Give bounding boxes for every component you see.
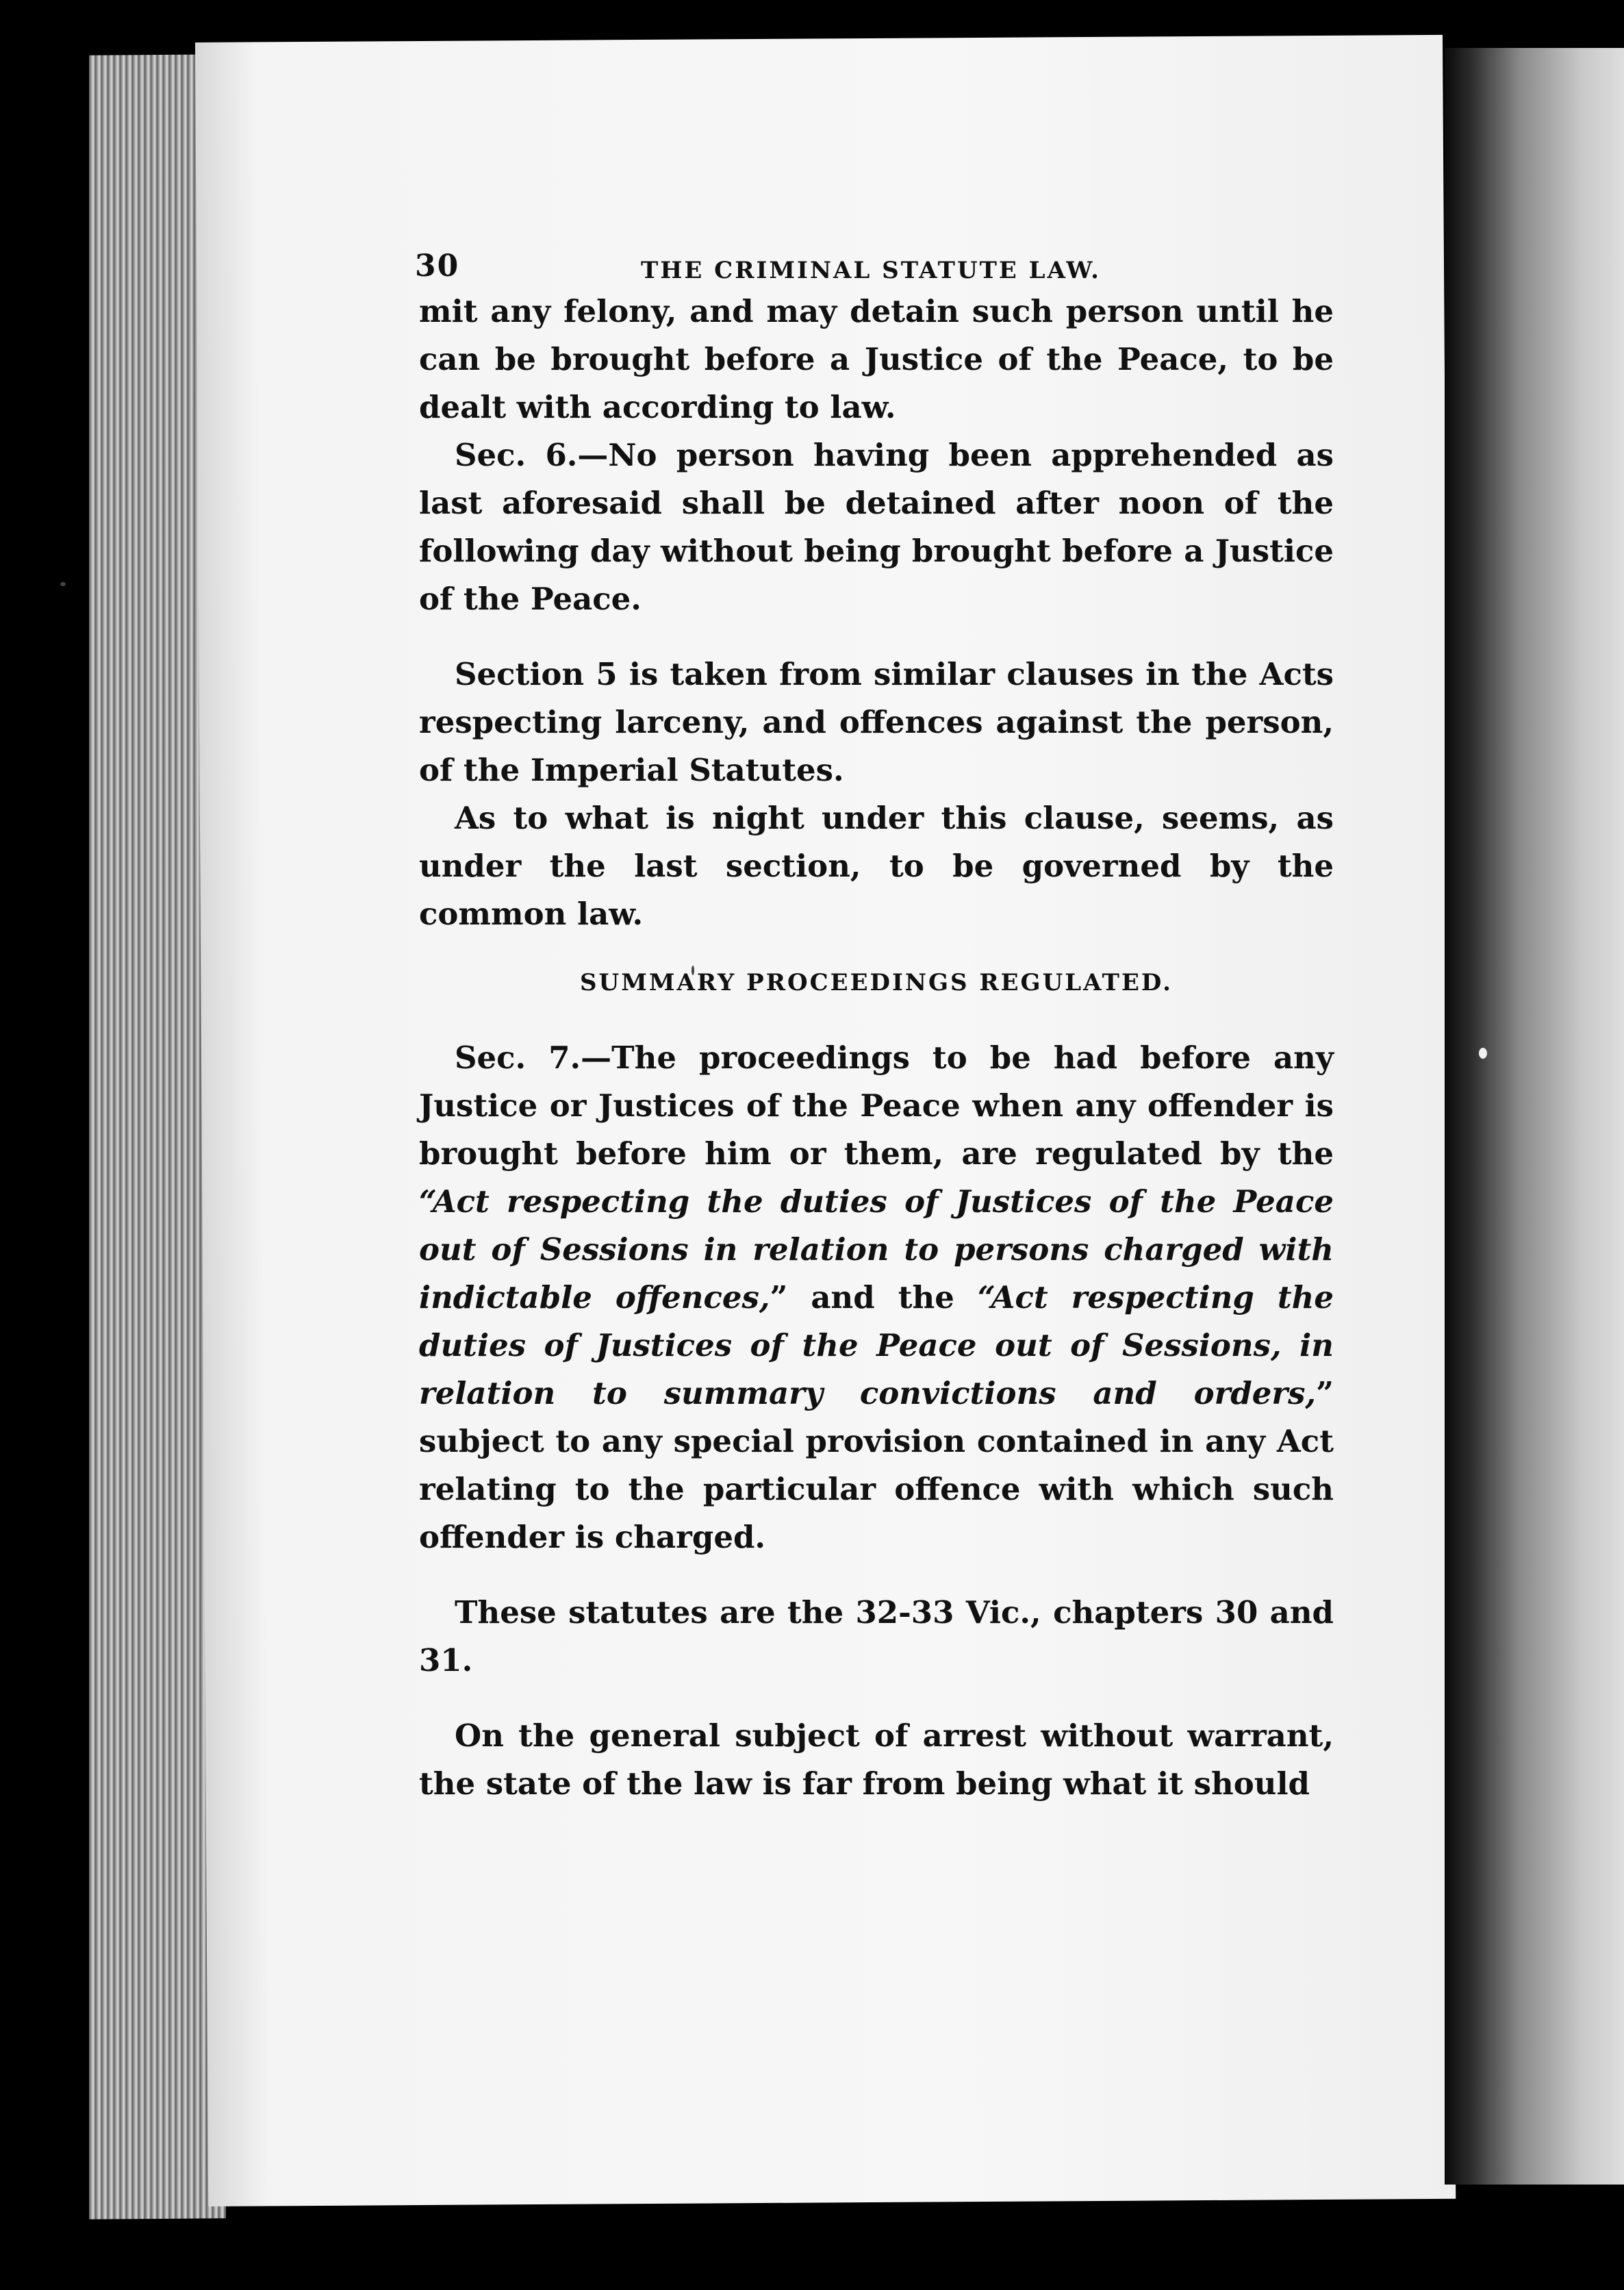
spacer — [419, 1685, 1334, 1712]
sec-7-mid: ” and the — [770, 1279, 978, 1316]
running-title: THE CRIMINAL STATUTE LAW. — [641, 257, 1101, 284]
spacer — [419, 623, 1334, 651]
running-head — [415, 233, 1334, 288]
page-number: 30 — [415, 249, 460, 284]
sec-7-lead: Sec. 7.—The proceedings to be had before any Justice or Justices of the Peace when any offender is brought before him or them, are regulated by the — [419, 1040, 1334, 1172]
section-heading: SUMMARY PROCEEDINGS REGULATED. — [579, 969, 1173, 996]
paragraph-sec-6: Sec. 6.—No person having been apprehended as last aforesaid shall be detained after noon of the following day without being brought before a Justice of the Peace. — [419, 437, 1334, 617]
scan-border — [1445, 0, 1624, 48]
paragraph-section-5-note: Section 5 is taken from similar clauses in the Acts respecting larceny, and offences against the person, of the Imperial Statutes. — [419, 656, 1334, 788]
paragraph-continuation: mit any felony, and may detain such person until he can be brought before a Justice of the Peace, to be dealt with according to law. — [419, 293, 1334, 425]
spacer — [419, 1561, 1334, 1589]
act-title-summary: “Act respecting the duties of Justices of the Peace out of Sessions, in relation to summary convictions and orders, — [419, 1279, 1334, 1411]
paragraph-arrest-note: On the general subject of arrest without warrant, the state of the law is far from being what it should — [419, 1718, 1334, 1802]
scan-speck — [1479, 1048, 1487, 1059]
sec-7-tail: ” subject to any special provision contained in any Act relating to the particular offence with which such offender is charged. — [419, 1375, 1334, 1555]
page-text — [415, 233, 1334, 1808]
act-title-indictable: “Act respecting the duties of Justices of the Peace out of Sessions in relation to persons charged with indictable offences, — [419, 1183, 1334, 1316]
paragraph-night-note: As to what is night under this clause, seems, as under the last section, to be governed by the common law. — [419, 800, 1334, 932]
scan-speck — [60, 582, 66, 586]
paragraph-statutes-note: These statutes are the 32-33 Vic., chapters 30 and 31. — [419, 1594, 1334, 1678]
paragraph-sec-7 — [419, 1034, 1334, 1561]
facing-page-shadow — [1445, 48, 1624, 2185]
